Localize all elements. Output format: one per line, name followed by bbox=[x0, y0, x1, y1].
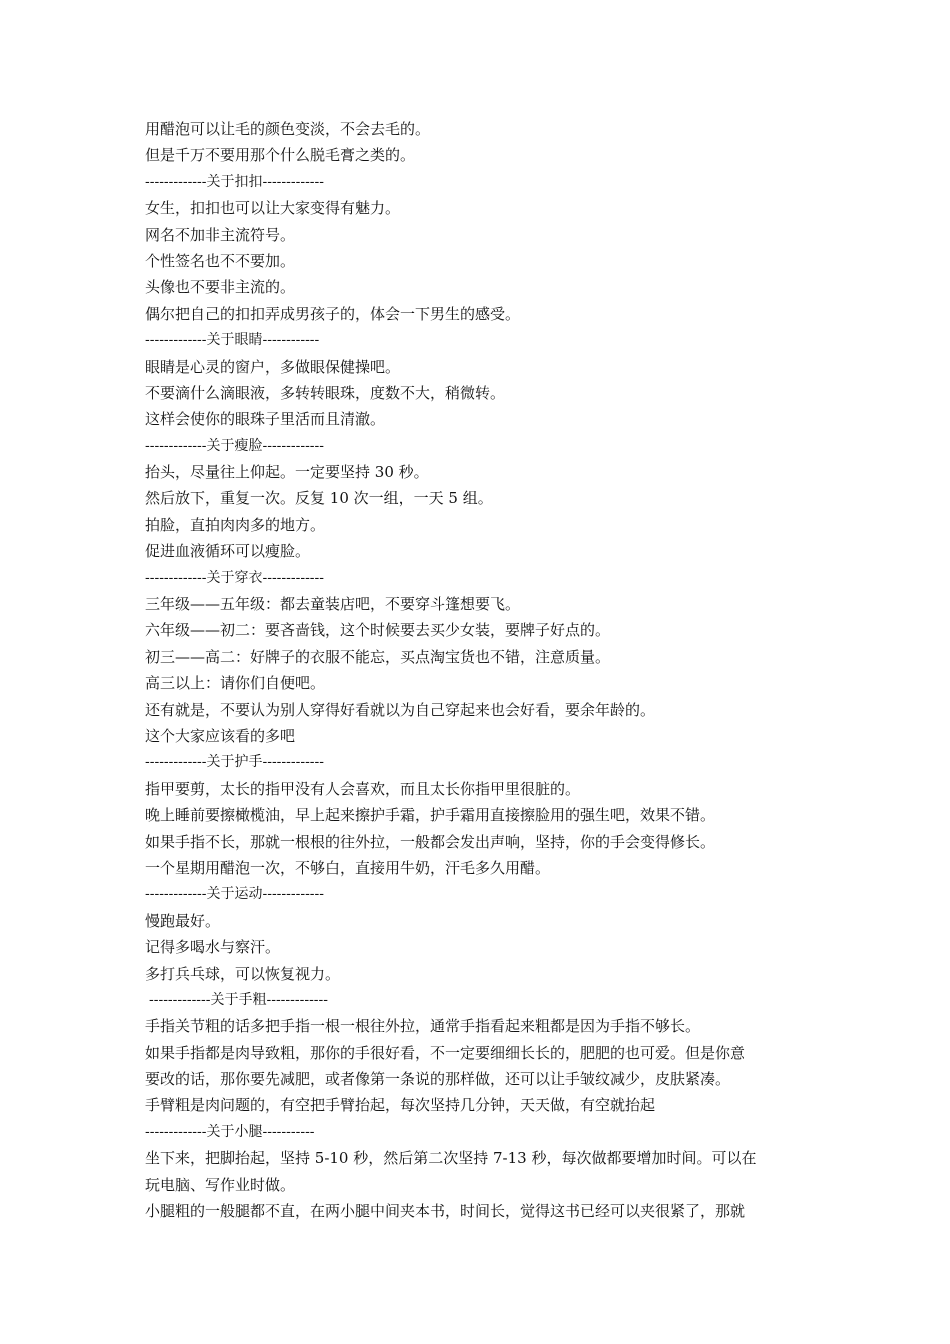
paragraph-line: 头像也不要非主流的。 bbox=[145, 278, 296, 297]
paragraph-line: 慢跑最好。 bbox=[145, 911, 221, 930]
paragraph-line: 记得多喝水与察汗。 bbox=[145, 938, 281, 957]
paragraph-line: 偶尔把自己的扣扣弄成男孩子的，体会一下男生的感受。 bbox=[145, 304, 521, 323]
paragraph-line: 然后放下，重复一次。反复 10 次一组，一天 5 组。 bbox=[145, 489, 493, 508]
section-heading: -------------关于运动------------- bbox=[145, 886, 324, 903]
section-heading: -------------关于眼睛------------ bbox=[145, 332, 320, 349]
paragraph-line: 三年级——五年级：都去童装店吧，不要穿斗篷想要飞。 bbox=[145, 595, 521, 614]
paragraph-line: 要改的话，那你要先减肥，或者像第一条说的那样做，还可以让手皱纹减少，皮肤紧凑。 bbox=[145, 1070, 731, 1089]
paragraph-line: 不要滴什么滴眼液，多转转眼珠，度数不大，稍微转。 bbox=[145, 383, 506, 402]
paragraph-line: 网名不加非主流符号。 bbox=[145, 225, 296, 244]
paragraph-line: 初三——高二：好牌子的衣服不能忘，买点淘宝货也不错，注意质量。 bbox=[145, 647, 611, 666]
paragraph-line: 手臂粗是肉问题的，有空把手臂抬起，每次坚持几分钟，天天做，有空就抬起 bbox=[145, 1096, 656, 1115]
paragraph-line: 女生，扣扣也可以让大家变得有魅力。 bbox=[145, 199, 401, 218]
section-heading: -------------关于瘦脸------------- bbox=[145, 437, 324, 454]
paragraph-line: 手指关节粗的话多把手指一根一根往外拉，通常手指看起来粗都是因为手指不够长。 bbox=[145, 1017, 701, 1036]
paragraph-line: 还有就是，不要认为别人穿得好看就以为自己穿起来也会好看，要余年龄的。 bbox=[145, 700, 656, 719]
paragraph-line: 抬头，尽量往上仰起。一定要坚持 30 秒。 bbox=[145, 463, 429, 482]
paragraph-line: 高三以上：请你们自便吧。 bbox=[145, 674, 326, 693]
section-heading: -------------关于小腿----------- bbox=[145, 1123, 315, 1140]
paragraph-line: 如果手指都是肉导致粗，那你的手很好看，不一定要细细长长的，肥肥的也可爱。但是你意 bbox=[145, 1043, 746, 1062]
section-heading: -------------关于扣扣------------- bbox=[145, 173, 324, 190]
paragraph-line: 玩电脑、写作业时做。 bbox=[145, 1175, 296, 1194]
paragraph-line: 坐下来，把脚抬起，坚持 5-10 秒，然后第二次坚持 7-13 秒，每次做都要增加时间。可以在 bbox=[145, 1149, 757, 1168]
paragraph-line: 用醋泡可以让毛的颜色变淡，不会去毛的。 bbox=[145, 120, 431, 138]
paragraph-line: 但是千万不要用那个什么脱毛膏之类的。 bbox=[145, 146, 416, 165]
paragraph-line: 晚上睡前要擦橄榄油，早上起来擦护手霜，护手霜用直接擦脸用的强生吧，效果不错。 bbox=[145, 806, 716, 825]
paragraph-line: 这个大家应该看的多吧 bbox=[145, 726, 296, 745]
paragraph-line: 多打兵乓球，可以恢复视力。 bbox=[145, 964, 341, 983]
document-page bbox=[145, 116, 825, 1224]
paragraph-line: 一个星期用醋泡一次，不够白，直接用牛奶，汗毛多久用醋。 bbox=[145, 858, 551, 877]
paragraph-line: 指甲要剪，太长的指甲没有人会喜欢，而且太长你指甲里很脏的。 bbox=[145, 779, 581, 798]
section-heading: -------------关于穿衣------------- bbox=[145, 569, 324, 586]
paragraph-line: 这样会使你的眼珠子里活而且清澈。 bbox=[145, 410, 386, 429]
paragraph-line: 促进血液循环可以瘦脸。 bbox=[145, 542, 311, 561]
paragraph-line: 小腿粗的一般腿都不直，在两小腿中间夹本书，时间长，觉得这书已经可以夹很紧了，那就 bbox=[145, 1202, 746, 1221]
paragraph-line: 拍脸，直拍肉肉多的地方。 bbox=[145, 515, 326, 534]
paragraph-line: 眼睛是心灵的窗户，多做眼保健操吧。 bbox=[145, 357, 401, 376]
paragraph-line: 六年级——初二：要吝啬钱，这个时候要去买少女装，要牌子好点的。 bbox=[145, 621, 611, 640]
section-heading: -------------关于手粗------------- bbox=[149, 991, 328, 1008]
section-heading: -------------关于护手------------- bbox=[145, 754, 324, 771]
paragraph-line: 如果手指不长，那就一根根的往外拉，一般都会发出声响，坚持，你的手会变得修长。 bbox=[145, 832, 716, 851]
paragraph-line: 个性签名也不不要加。 bbox=[145, 251, 296, 270]
